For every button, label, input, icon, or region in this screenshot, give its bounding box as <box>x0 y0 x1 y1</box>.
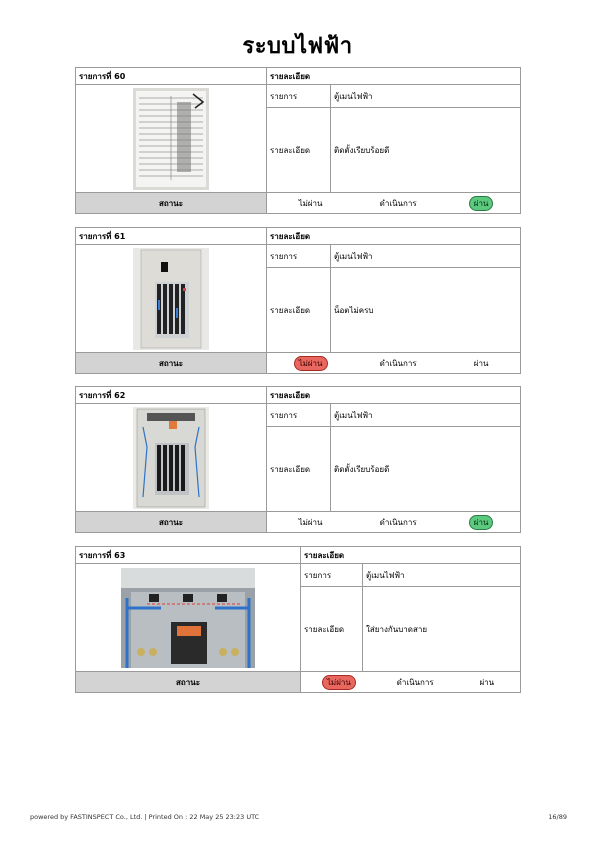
status-option-pass[interactable]: ผ่าน <box>469 196 494 211</box>
detail-value: ใส่ยางกันบาดสาย <box>363 587 521 672</box>
status-options <box>267 353 521 374</box>
breaker-panel-open-photo[interactable] <box>133 407 209 509</box>
main-breaker-closeup-photo[interactable] <box>121 568 255 668</box>
detail-value: ติดตั้งเรียบร้อยดี <box>331 108 521 193</box>
detail-header: รายละเอียด <box>267 387 521 404</box>
detail-header: รายละเอียด <box>267 68 521 85</box>
page-title: ระบบไฟฟ้า <box>242 34 353 59</box>
item-header: รายการที่ 61 <box>76 228 267 245</box>
page-number: 16/89 <box>548 813 567 821</box>
detail-value: น็อตไม่ครบ <box>331 268 521 353</box>
panel-schedule-photo[interactable] <box>133 88 209 190</box>
item-header: รายการที่ 62 <box>76 387 267 404</box>
detail-label: รายละเอียด <box>267 268 331 353</box>
status-option-in-progress[interactable]: ดำเนินการ <box>379 358 417 368</box>
status-option-fail[interactable]: ไม่ผ่าน <box>294 356 328 371</box>
status-options <box>301 672 521 693</box>
detail-label: รายละเอียด <box>267 427 331 512</box>
status-option-fail[interactable]: ไม่ผ่าน <box>298 198 323 208</box>
status-option-in-progress[interactable]: ดำเนินการ <box>379 517 417 527</box>
inspection-item-62 <box>75 386 521 533</box>
list-label: รายการ <box>267 404 331 427</box>
status-options <box>267 512 521 533</box>
status-option-fail[interactable]: ไม่ผ่าน <box>298 517 323 527</box>
inspection-item-63 <box>75 546 521 693</box>
list-label: รายการ <box>267 245 331 268</box>
breaker-panel-front-photo[interactable] <box>133 248 209 350</box>
list-value: ตู้เมนไฟฟ้า <box>331 85 521 108</box>
inspection-item-61 <box>75 227 521 374</box>
photo-cell <box>76 245 267 353</box>
detail-header: รายละเอียด <box>267 228 521 245</box>
status-option-pass[interactable]: ผ่าน <box>473 358 489 368</box>
detail-label: รายละเอียด <box>267 108 331 193</box>
inspection-item-60 <box>75 67 521 214</box>
photo-cell <box>76 564 301 672</box>
status-option-fail[interactable]: ไม่ผ่าน <box>322 675 356 690</box>
status-options <box>267 193 521 214</box>
photo-cell <box>76 404 267 512</box>
detail-header: รายละเอียด <box>301 547 521 564</box>
status-option-pass[interactable]: ผ่าน <box>469 515 494 530</box>
detail-value: ติดตั้งเรียบร้อยดี <box>331 427 521 512</box>
footer-credit: powered by FASTINSPECT Co., Ltd. | Printed On : 22 May 25 23:23 UTC <box>30 813 260 821</box>
list-value: ตู้เมนไฟฟ้า <box>331 245 521 268</box>
photo-cell <box>76 85 267 193</box>
status-label: สถานะ <box>76 672 301 693</box>
status-label: สถานะ <box>76 353 267 374</box>
list-label: รายการ <box>301 564 363 587</box>
list-value: ตู้เมนไฟฟ้า <box>331 404 521 427</box>
list-label: รายการ <box>267 85 331 108</box>
status-option-pass[interactable]: ผ่าน <box>479 677 495 687</box>
status-option-in-progress[interactable]: ดำเนินการ <box>379 198 417 208</box>
list-value: ตู้เมนไฟฟ้า <box>363 564 521 587</box>
detail-label: รายละเอียด <box>301 587 363 672</box>
item-header: รายการที่ 63 <box>76 547 301 564</box>
status-label: สถานะ <box>76 193 267 214</box>
status-option-in-progress[interactable]: ดำเนินการ <box>396 677 434 687</box>
status-label: สถานะ <box>76 512 267 533</box>
item-header: รายการที่ 60 <box>76 68 267 85</box>
